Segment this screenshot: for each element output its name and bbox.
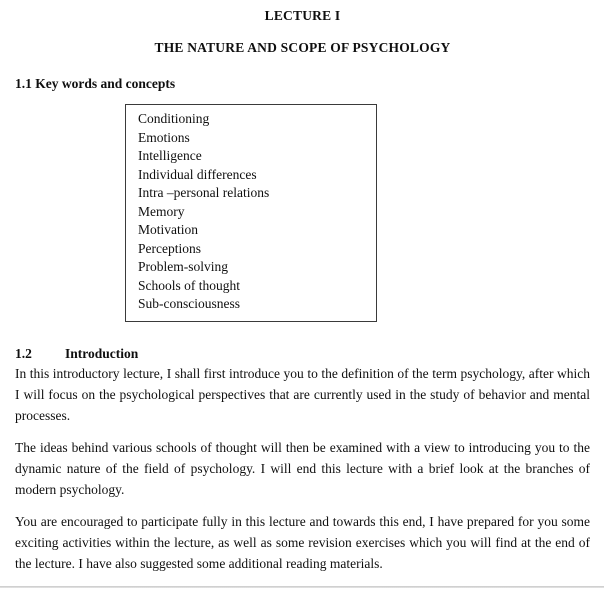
intro-paragraph-2: The ideas behind various schools of thought will then be examined with a view to introducing you to the dynamic nature of the field of psychology. I will end this lecture with a brief look at the branches of modern psychology.	[15, 439, 590, 497]
keyword-item: Problem-solving	[138, 259, 228, 274]
keyword-item: Individual differences	[138, 166, 257, 182]
section-1-2-number: 1.2	[15, 345, 32, 361]
keywords-box	[125, 104, 377, 322]
lecture-title: LECTURE I	[264, 8, 341, 23]
section-1-1-heading: 1.1 Key words and concepts	[15, 76, 176, 91]
keyword-item: Motivation	[138, 222, 198, 237]
keyword-item: Conditioning	[138, 111, 210, 126]
intro-paragraph-1: In this introductory lecture, I shall first introduce you to the definition of the term psychology, after which I will focus on the psychological perspectives that are currently used in the study of behavior and mental processes.	[15, 365, 590, 423]
section-1-2-heading	[15, 345, 590, 363]
keyword-item: Intelligence	[138, 148, 202, 163]
keyword-item: Emotions	[138, 129, 190, 145]
keyword-item: Perceptions	[138, 240, 201, 256]
lecture-subtitle: THE NATURE AND SCOPE OF PSYCHOLOGY	[154, 40, 451, 55]
keyword-item: Memory	[138, 203, 185, 219]
page-content	[15, 8, 590, 574]
page-bottom-edge	[0, 586, 604, 588]
keyword-item: Intra –personal relations	[138, 185, 270, 200]
intro-paragraph-3: You are encouraged to participate fully in this lecture and towards this end, I have prepared for you some exciting activities within the lecture, as well as some revision exercises which you will find at the end of the lecture. I have also suggested some additional reading materials.	[15, 513, 590, 571]
keyword-item: Schools of thought	[138, 277, 241, 293]
keyword-item: Sub-consciousness	[138, 296, 240, 311]
section-1-2-title: Introduction	[65, 345, 139, 361]
